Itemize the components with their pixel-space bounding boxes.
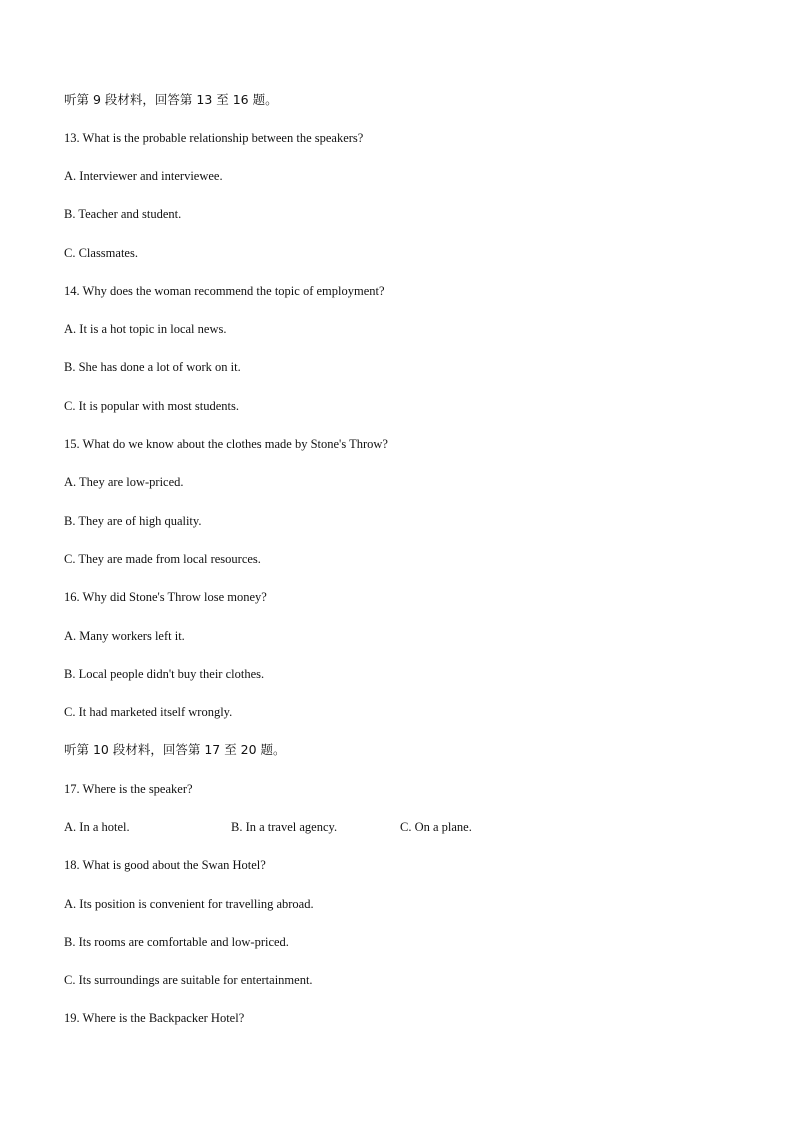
- q15-option-a: A. They are low-priced.: [64, 475, 184, 489]
- q18-option-a: A. Its position is convenient for travelling abroad.: [64, 897, 314, 911]
- q13-option-a: A. Interviewer and interviewee.: [64, 169, 223, 183]
- question-13: 13. What is the probable relationship between the speakers?: [64, 131, 364, 145]
- q18-option-b: B. Its rooms are comfortable and low-priced.: [64, 935, 289, 949]
- question-18: 18. What is good about the Swan Hotel?: [64, 858, 266, 872]
- q16-option-c: C. It had marketed itself wrongly.: [64, 705, 233, 719]
- q17-option-c: C. On a plane.: [400, 820, 472, 834]
- section-9-heading: 听第 9 段材料，回答第 13 至 16 题。: [64, 92, 278, 107]
- q18-option-c: C. Its surroundings are suitable for entertainment.: [64, 973, 313, 987]
- question-19: 19. Where is the Backpacker Hotel?: [64, 1011, 245, 1025]
- q16-option-b: B. Local people didn't buy their clothes.: [64, 667, 265, 681]
- question-14: 14. Why does the woman recommend the topic of employment?: [64, 284, 385, 298]
- q17-option-a: A. In a hotel.: [64, 820, 130, 834]
- q13-option-c: C. Classmates.: [64, 246, 138, 260]
- q15-option-b: B. They are of high quality.: [64, 514, 202, 528]
- q15-option-c: C. They are made from local resources.: [64, 552, 261, 566]
- q17-option-b: B. In a travel agency.: [231, 820, 338, 834]
- q17-options-row: [64, 819, 664, 835]
- q14-option-a: A. It is a hot topic in local news.: [64, 322, 227, 336]
- section-10-heading: 听第 10 段材料，回答第 17 至 20 题。: [64, 742, 286, 757]
- q16-option-a: A. Many workers left it.: [64, 629, 185, 643]
- question-15: 15. What do we know about the clothes made by Stone's Throw?: [64, 437, 388, 451]
- question-17: 17. Where is the speaker?: [64, 782, 193, 796]
- q14-option-b: B. She has done a lot of work on it.: [64, 360, 241, 374]
- question-16: 16. Why did Stone's Throw lose money?: [64, 590, 267, 604]
- q14-option-c: C. It is popular with most students.: [64, 399, 239, 413]
- q13-option-b: B. Teacher and student.: [64, 207, 182, 221]
